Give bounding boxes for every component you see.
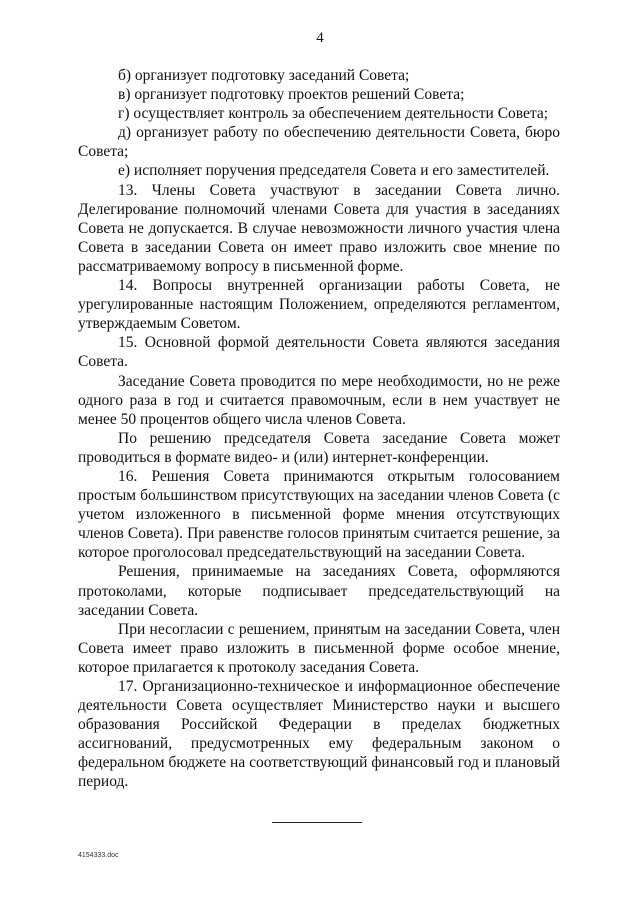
paragraph-16: 16. Решения Совета принимаются открытым голосованием простым большинством присутствующих на заседании членов Совета (с учетом изложенного в письменной форме мнения отсутствующих членов Совета). При равенстве голосов принятым считается решение, за которое проголосовал председательствующий на заседании Совета.	[78, 467, 560, 562]
paragraph-item-b: б) организует подготовку заседаний Совета;	[118, 67, 410, 84]
paragraph-item-v: в) организует подготовку проектов решений Совета;	[118, 86, 465, 104]
paragraph-item-g: г) осуществляет контроль за обеспечением деятельности Совета;	[118, 105, 549, 123]
paragraph-item-d: д) организует работу по обеспечению деятельности Совета, бюро Совета;	[78, 124, 560, 161]
paragraph-16-protocols: Решения, принимаемые на заседаниях Совета, оформляются протоколами, которые подписывает председательствующий на заседании Совета.	[78, 563, 560, 619]
paragraph-17: 17. Организационно-техническое и информационное обеспечение деятельности Совета осуществляет Министерство науки и высшего образования Российской Федерации в пределах бюджетных ассигнований, предусмотренных ему федеральным законом о федеральном бюджете на соответствующий финансовый год и плановый период.	[78, 678, 560, 791]
paragraph-15-meeting-frequency: Заседание Совета проводится по мере необходимости, но не реже одного раза в год и считается правомочным, если в нем участвует не менее 50 процентов общего числа членов Совета.	[78, 372, 560, 428]
document-body	[78, 66, 560, 792]
paragraph-item-e: е) исполняет поручения председателя Совета и его заместителей.	[118, 162, 550, 180]
paragraph-13: 13. Члены Совета участвуют в заседании Совета лично. Делегирование полномочий членами Совета для участия в заседаниях Совета не допускается. В случае невозможности личного участия члена Совета в заседании Совета он имеет право изложить свое мнение по рассматриваемому вопросу в письменной форме.	[78, 181, 560, 275]
paragraph-15-video-conference: По решению председателя Совета заседание Совета может проводиться в формате видео- и (или) интернет-конференции.	[78, 429, 560, 466]
page-number: 4	[316, 30, 324, 46]
paragraph-15: 15. Основной формой деятельности Совета являются заседания Совета.	[78, 334, 560, 371]
footer-file-name: 4154333.doc	[78, 852, 119, 859]
end-separator-line	[272, 822, 362, 823]
paragraph-14: 14. Вопросы внутренней организации работы Совета, не урегулированные настоящим Положением, определяются регламентом, утверждаемым Советом.	[78, 277, 560, 333]
paragraph-16-dissent: При несогласии с решением, принятым на заседании Совета, член Совета имеет право изложить в письменной форме особое мнение, которое прилагается к протоколу заседания Совета.	[78, 620, 560, 676]
